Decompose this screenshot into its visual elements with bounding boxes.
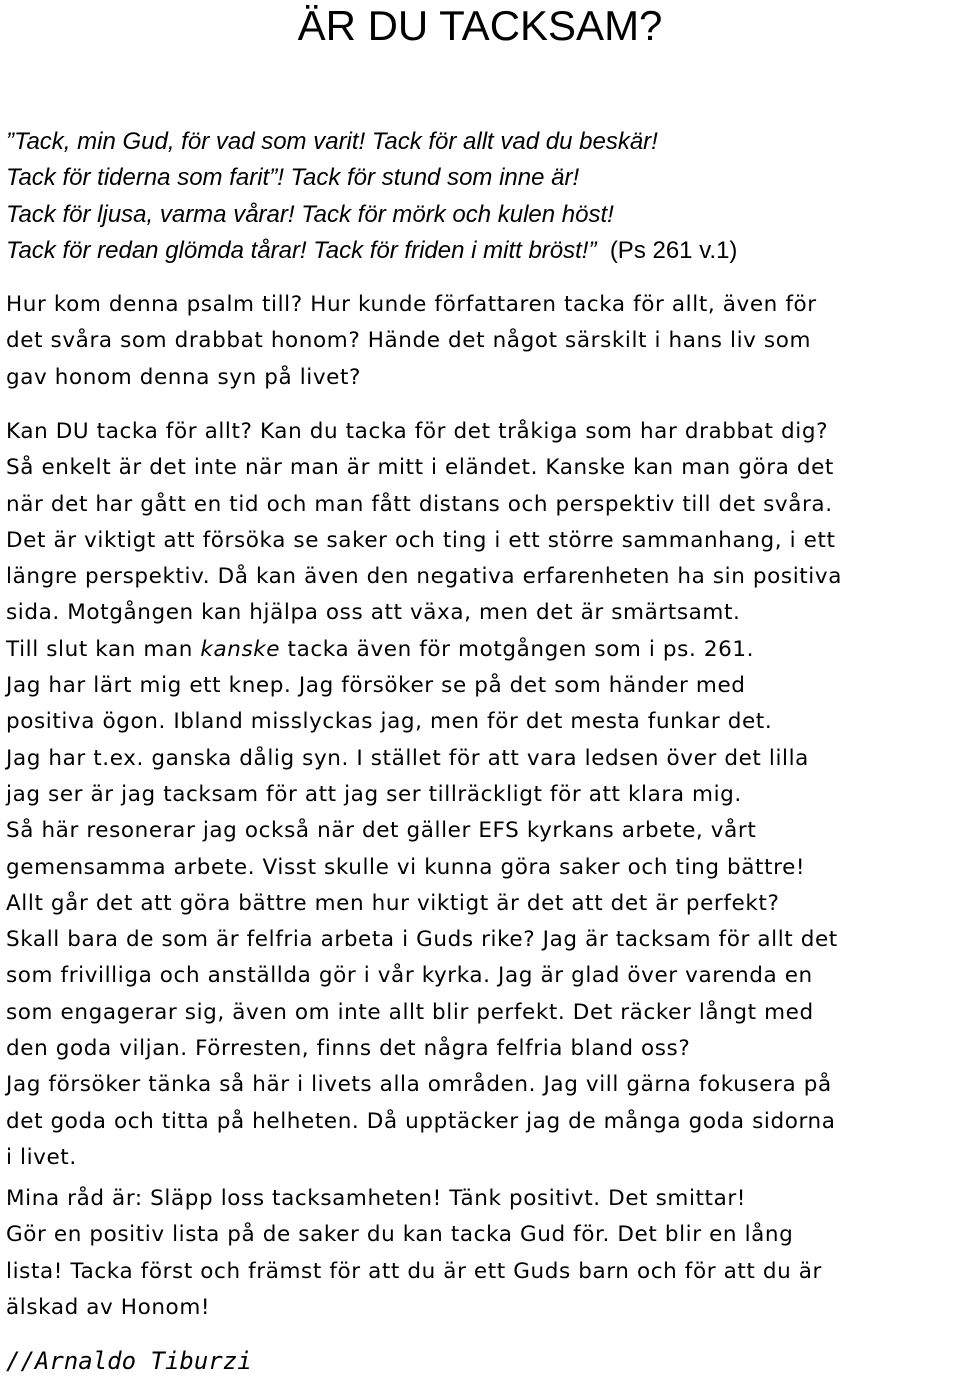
text-line: längre perspektiv. Då kan även den negativa erfarenheten ha sin positiva xyxy=(6,564,842,590)
text-line: Mina råd är: Släpp loss tacksamheten! Tänk positivt. Det smittar! xyxy=(6,1186,747,1211)
text-line: gemensamma arbete. Visst skulle vi kunna göra saker och ting bättre! xyxy=(6,854,806,880)
text-line: Allt går det att göra bättre men hur viktigt är det att det är perfekt? xyxy=(6,890,780,916)
page-title: ÄR DU TACKSAM? xyxy=(297,2,663,49)
text-line: Hur kom denna psalm till? Hur kunde författaren tacka för allt, även för xyxy=(6,292,817,317)
text-line: lista! Tacka först och främst för att du är ett Guds barn och för att du är xyxy=(6,1258,822,1284)
text-line: när det har gått en tid och man fått distans och perspektiv till det svåra. xyxy=(6,491,833,517)
text-line-with-emphasis xyxy=(6,632,958,668)
paragraph-1 xyxy=(6,287,958,396)
text-line: jag ser är jag tacksam för att jag ser tillräckligt för att klara mig. xyxy=(6,781,742,807)
text-line: älskad av Honom! xyxy=(6,1294,211,1320)
emphasis-word: kanske xyxy=(200,636,281,662)
text-line: Skall bara de som är felfria arbeta i Guds rike? Jag är tacksam för allt det xyxy=(6,927,838,953)
text-line: Så enkelt är det inte när man är mitt i eländet. Kanske kan man göra det xyxy=(6,455,834,481)
signature: //Arnaldo Tiburzi xyxy=(6,1347,252,1375)
text-line: Jag har lärt mig ett knep. Jag försöker se på det som händer med xyxy=(6,673,746,699)
psalm-line-text: Tack för redan glömda tårar! Tack för friden i mitt bröst!” xyxy=(6,236,597,264)
psalm-line: ”Tack, min Gud, för vad som varit! Tack för allt vad du beskär! xyxy=(6,128,658,155)
paragraph-3 xyxy=(6,1181,958,1326)
text-line: Det är viktigt att försöka se saker och ting i ett större sammanhang, i ett xyxy=(6,527,836,553)
psalm-quote xyxy=(6,123,956,268)
text-line: i livet. xyxy=(6,1144,77,1170)
text-line: Så här resonerar jag också när det gäller EFS kyrkans arbete, vårt xyxy=(6,818,757,844)
text-line: gav honom denna syn på livet? xyxy=(6,364,362,390)
psalm-reference: (Ps 261 v.1) xyxy=(609,236,738,264)
text-line: Gör en positiv lista på de saker du kan tacka Gud för. Det blir en lång xyxy=(6,1222,794,1248)
text-line: sida. Motgången kan hjälpa oss att växa, men det är smärtsamt. xyxy=(6,600,741,626)
text-line: den goda viljan. Förresten, finns det några felfria bland oss? xyxy=(6,1036,691,1062)
psalm-line: Tack för tiderna som farit”! Tack för stund som inne är! xyxy=(6,164,580,192)
text-line: Kan DU tacka för allt? Kan du tacka för det tråkiga som har drabbat dig? xyxy=(6,419,829,444)
text-line: det goda och titta på helheten. Då upptäcker jag de många goda sidorna xyxy=(6,1108,836,1134)
psalm-line: Tack för ljusa, varma vårar! Tack för mörk och kulen höst! xyxy=(6,200,614,228)
text-segment: Till slut kan man xyxy=(6,636,201,662)
text-segment: tacka även för motgången som i ps. 261. xyxy=(280,636,755,662)
text-line: Jag har t.ex. ganska dålig syn. I stället för att vara ledsen över det lilla xyxy=(6,745,809,771)
text-line: positiva ögon. Ibland misslyckas jag, men för det mesta funkar det. xyxy=(6,709,773,735)
text-line: som engagerar sig, även om inte allt blir perfekt. Det räcker långt med xyxy=(6,999,814,1025)
psalm-line-last xyxy=(6,232,956,268)
text-line: som frivilliga och anställda gör i vår kyrka. Jag är glad över varenda en xyxy=(6,963,813,989)
paragraph-2 xyxy=(6,414,958,1176)
text-line: Jag försöker tänka så här i livets alla områden. Jag vill gärna fokusera på xyxy=(6,1072,832,1098)
text-line: det svåra som drabbat honom? Hände det något särskilt i hans liv som xyxy=(6,328,812,354)
